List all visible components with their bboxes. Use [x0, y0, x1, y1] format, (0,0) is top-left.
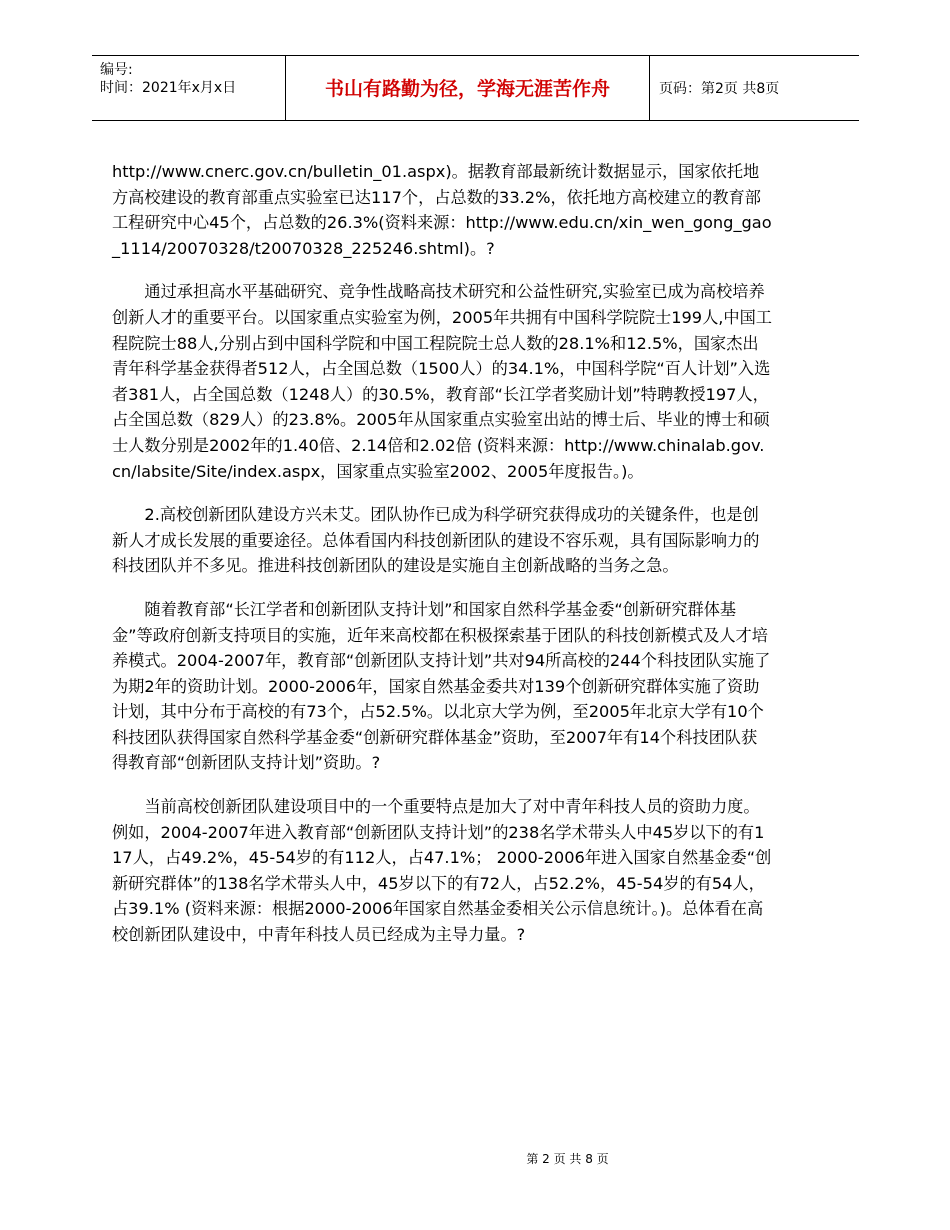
paragraph: 随着教育部“长江学者和创新团队支持计划”和国家自然科学基金委“创新研究群体基金”等政府创新支持项目的实施，近年来高校都在积极探索基于团队的科技创新模式及人才培养模式。2004-2007年，教育部“创新团队支持计划”共对94所高校的244个科技团队实施了为期2年的资助计划。2000-2006年，国家自然基金委共对139个创新研究群体实施了资助计划，其中分布于高校的有73个，占52.5%。以北京大学为例，至2005年北京大学有10个科技团队获得国家自然科学基金委“创新研究群体基金”资助，至2007年有14个科技团队获得教育部“创新团队支持计划”资助。? [112, 599, 771, 773]
paragraph-continued: http://www.cnerc.gov.cn/bulletin_01.aspx)。据教育部最新统计数据显示，国家依托地方高校建设的教育部重点实验室已达117个，占总数的33.2%，依托地方高校建立的教育部工程研究中心45个，占总数的26.3%(资料来源：http://www.edu.cn/xin_wen_gong_gao_1114/20070328/t20070328_225246.shtml)。? [112, 162, 772, 258]
document-time-label: 时间：2021年x月x日 [100, 80, 237, 96]
document-body [112, 159, 772, 966]
paragraph: 2.高校创新团队建设方兴未艾。团队协作已成为科学研究获得成功的关键条件，也是创新人才成长发展的重要途径。总体看国内科技创新团队的建设不容乐观，具有国际影响力的科技团队并不多见。推进科技创新团队的建设是实施自主创新战略的当务之急。 [112, 505, 760, 576]
paragraph: 当前高校创新团队建设项目中的一个重要特点是加大了对中青年科技人员的资助力度。例如，2004-2007年进入教育部“创新团队支持计划”的238名学术带头人中45岁以下的有117人，占49.2%，45-54岁的有112人，占47.1%； 2000-2006年进入国家自然基金委“创新研究群体”的138名学术带头人中，45岁以下的有72人，占52.2%，45-54岁的有54人，占39.1% (资料来源：根据2000-2006年国家自然基金委相关公示信息统计。)。总体看在高校创新团队建设中，中青年科技人员已经成为主导力量。? [112, 797, 772, 945]
page-header [92, 55, 859, 121]
paragraph: 通过承担高水平基础研究、竞争性战略高技术研究和公益性研究,实验室已成为高校培养创新人才的重要平台。以国家重点实验室为例，2005年共拥有中国科学院院士199人,中国工程院院士88人,分别占到中国科学院和中国工程院院士总人数的28.1%和12.5%，国家杰出青年科学基金获得者512人，占全国总数（1500人）的34.1%，中国科学院“百人计划”入选者381人，占全国总数（1248人）的30.5%，教育部“长江学者奖励计划”特聘教授197人，占全国总数（829人）的23.8%。2005年从国家重点实验室出站的博士后、毕业的博士和硕士人数分别是2002年的1.40倍、2.14倍和2.02倍 (资料来源：http://www.chinalab.gov.cn/labsite/Site/index.aspx，国家重点实验室2002、2005年度报告。)。 [112, 282, 772, 481]
page-footer: 第 2 页 共 8 页 [526, 1152, 609, 1166]
document-number-label: 编号: [100, 62, 133, 78]
header-meta [100, 61, 236, 97]
header-page-number: 页码：第2页 共8页 [659, 81, 780, 97]
header-motto: 书山有路勤为径，学海无涯苦作舟 [324, 78, 610, 100]
header-divider [649, 56, 650, 120]
